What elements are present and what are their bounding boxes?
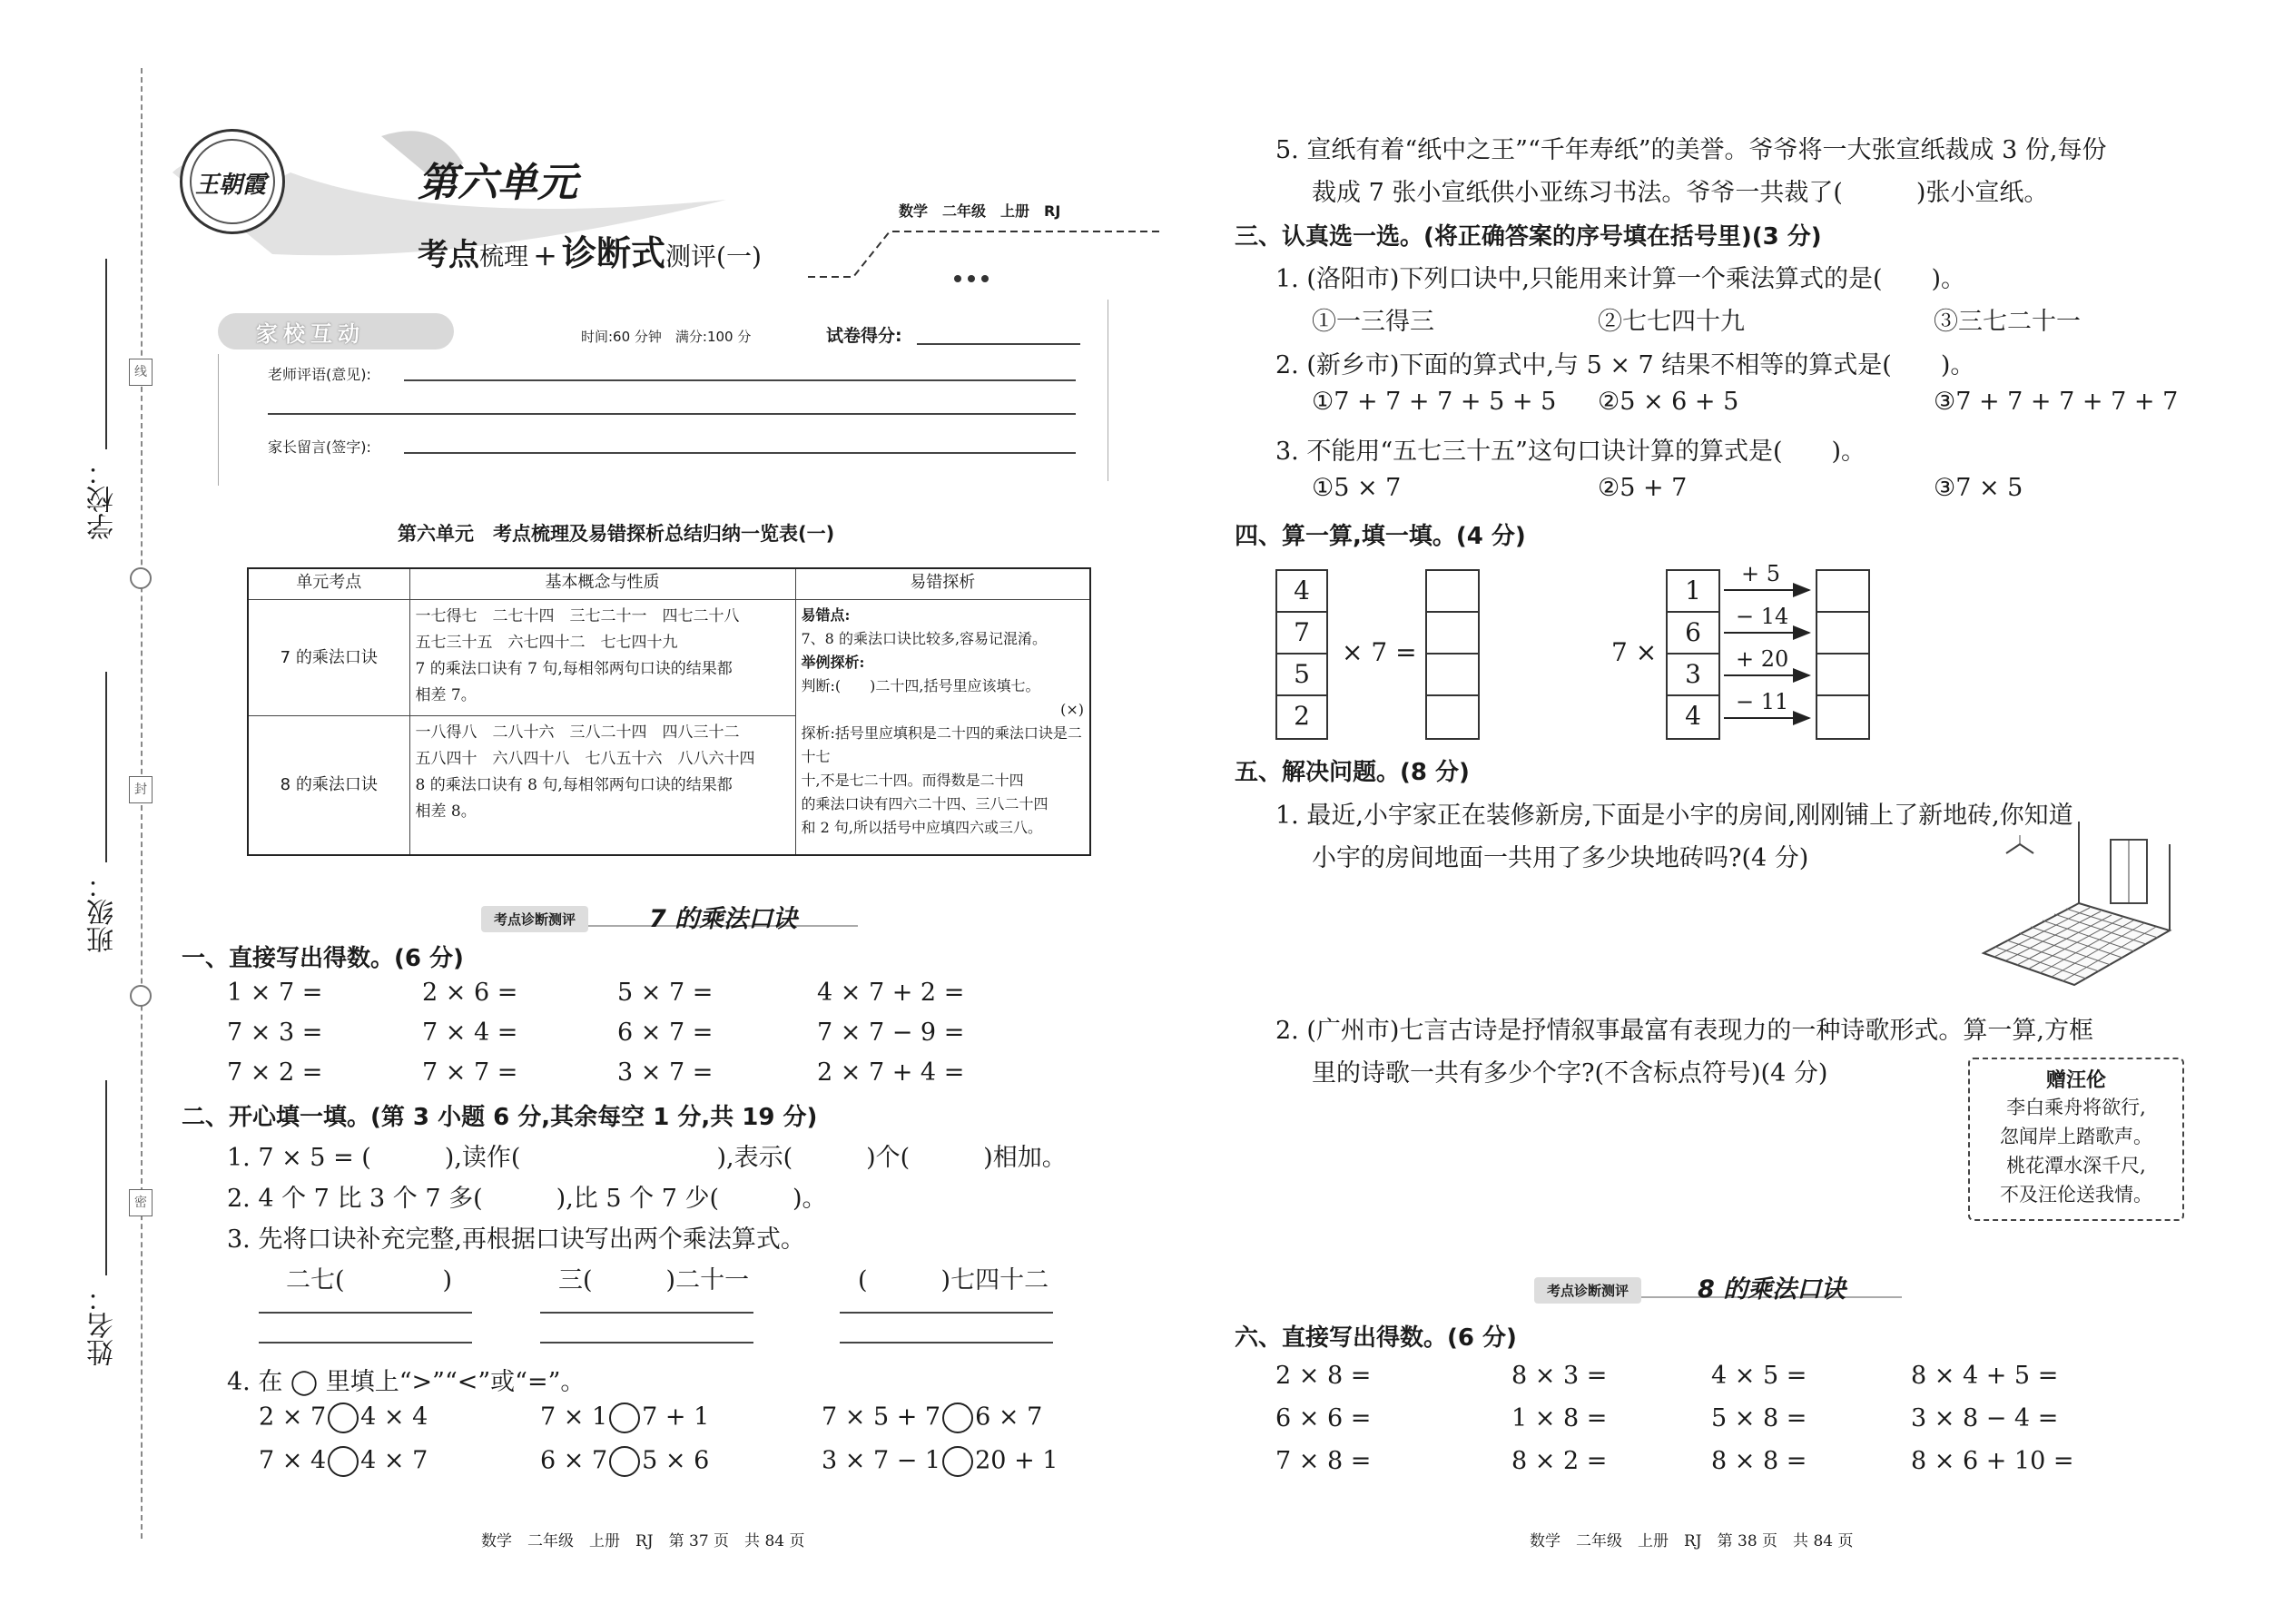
summary-topic-8: 8 的乘法口诀 (248, 715, 409, 855)
poem-line: 忽闻岸上踏歌声。 (2000, 1126, 2152, 1147)
teacher-field-1[interactable] (404, 379, 1076, 381)
q3-option[interactable]: ②5 × 6 + 5 (1598, 388, 1739, 416)
q5-problem-2b: 里的诗歌一共有多少个字?(不含标点符号)(4 分) (1312, 1059, 1828, 1088)
q1-item: 7 × 2 = (227, 1058, 323, 1087)
answer-line[interactable] (840, 1342, 1053, 1343)
q6-heading: 六、直接写出得数。(6 分) (1235, 1324, 1517, 1352)
concept-line: 一七得七 二七十四 三七二十一 四七二十八 (415, 606, 740, 625)
q4-answer-cell[interactable] (1427, 696, 1478, 738)
compare-left: 7 × 1 (540, 1403, 608, 1432)
compare-item (540, 1446, 709, 1477)
answer-line[interactable] (540, 1312, 753, 1314)
q3-option[interactable]: ①7 + 7 + 7 + 5 + 5 (1312, 388, 1557, 416)
school-label: 学校： (87, 458, 119, 540)
concept-line: 五八四十 六八四十八 七八五十六 八八六十四 (415, 749, 755, 768)
compare-left: 6 × 7 (540, 1446, 608, 1475)
q4-answer-cell[interactable] (1817, 613, 1868, 655)
summary-header-topic: 单元考点 (248, 568, 409, 599)
header-meta: 数学 二年级 上册 RJ (899, 202, 1061, 220)
q1-item: 1 × 7 = (227, 979, 323, 1007)
error-line: (×) (1060, 700, 1084, 718)
compare-item (540, 1403, 709, 1433)
q4-left-cell: 4 (1277, 571, 1326, 613)
compare-right: 4 × 4 (360, 1403, 428, 1432)
compare-right: 7 + 1 (642, 1403, 710, 1432)
q1-item: 4 × 7 + 2 = (817, 979, 965, 1007)
q5-heading: 五、解决问题。(8 分) (1235, 759, 1470, 786)
q6-item: 5 × 8 = (1711, 1404, 1807, 1432)
compare-item (259, 1403, 428, 1433)
compare-item (822, 1403, 1042, 1433)
home-school-badge: 家校互动 (256, 321, 365, 347)
q4-left-input-column (1275, 569, 1328, 740)
q1-item: 7 × 3 = (227, 1019, 323, 1047)
teacher-label: 老师评语(意见): (268, 366, 371, 383)
error-line: 的乘法口诀有四六二十四、三八二十四 (801, 794, 1049, 812)
compare-right: 20 + 1 (975, 1446, 1058, 1475)
time-info: 时间:60 分钟 满分:100 分 (581, 329, 752, 345)
summary-header-errors: 易错探析 (795, 568, 1090, 599)
q4-arrow-label: + 5 (1741, 561, 1781, 586)
error-line: 易错点: (801, 605, 851, 624)
q4-right-cell: 1 (1668, 571, 1718, 613)
q3-item-1: 1. (洛阳市)下列口诀中,只能用来计算一个乘法算式的是( )。 (1275, 265, 1966, 293)
q4-left-cell: 5 (1277, 655, 1326, 696)
q4-right-cell: 4 (1685, 701, 1701, 731)
answer-line[interactable] (259, 1342, 472, 1343)
q3-option[interactable]: ②5 + 7 (1598, 474, 1688, 502)
subtitle-plus: + (533, 238, 557, 272)
subtitle-part-a: 考点 (418, 237, 479, 273)
q6-item: 4 × 5 = (1711, 1362, 1807, 1390)
poem-title: 赠汪伦 (2045, 1069, 2106, 1092)
summary-header-concepts: 基本概念与性质 (409, 568, 795, 599)
room-floor-illustration (1974, 817, 2183, 999)
class-field[interactable] (105, 672, 107, 862)
answer-line[interactable] (259, 1312, 472, 1314)
q4-right-input-column (1666, 569, 1720, 740)
compare-right: 4 × 7 (360, 1446, 428, 1475)
q3-option[interactable]: ③三七二十一 (1934, 308, 2081, 336)
q6-item: 7 × 8 = (1275, 1447, 1372, 1475)
q4-right-cell: 6 (1668, 613, 1718, 655)
concept-line: 相差 7。 (415, 685, 477, 704)
section8-tag: 考点诊断测评 (1534, 1277, 1641, 1304)
footer-right: 数学 二年级 上册 RJ 第 38 页 共 84 页 (1530, 1532, 1854, 1550)
q4-left-cell: 7 (1277, 613, 1326, 655)
summary-errors (795, 599, 1090, 855)
compare-circle[interactable] (328, 1403, 359, 1433)
q4-right-answer-column (1816, 569, 1870, 740)
error-line: 举例探析: (801, 653, 865, 671)
logo-text: 王朝霞 (195, 172, 267, 199)
q2-formula-3: ( )七四十二 (858, 1266, 1049, 1294)
error-line: 判断:( )二十四,括号里应该填七。 (801, 676, 1040, 694)
q3-option[interactable]: ③7 × 5 (1934, 474, 2023, 502)
q1-item: 3 × 7 = (617, 1058, 714, 1087)
score-label: 试卷得分: (826, 326, 902, 346)
q5-problem-2a: 2. (广州市)七言古诗是抒情叙事最富有表现力的一种诗歌形式。算一算,方框 (1275, 1017, 2093, 1045)
section8-title: 8 的乘法口诀 (1698, 1275, 1846, 1304)
header-subtitle (418, 225, 762, 275)
concept-line: 7 的乘法口诀有 7 句,每相邻两句口诀的结果都 (415, 659, 733, 678)
summary-table (247, 567, 1091, 856)
binding-hole-2 (130, 985, 152, 1007)
answer-line[interactable] (540, 1342, 753, 1343)
summary-topic-7: 7 的乘法口诀 (248, 599, 409, 715)
q1-item: 6 × 7 = (617, 1019, 714, 1047)
concept-line: 8 的乘法口诀有 8 句,每相邻两句口诀的结果都 (415, 775, 733, 794)
q6-item: 6 × 6 = (1275, 1404, 1372, 1432)
poem-line: 桃花潭水深千尺, (2006, 1155, 2146, 1176)
subtitle-part-d: 测评(一) (665, 241, 762, 271)
q4-op-left: × 7 = (1342, 637, 1417, 667)
q6-item: 3 × 8 − 4 = (1911, 1404, 2059, 1432)
q3-option[interactable]: ②七七四十九 (1598, 308, 1745, 336)
q4-arrow-label: − 14 (1736, 604, 1789, 629)
logo-seal (180, 129, 285, 234)
binding-dashed-line (141, 68, 143, 1539)
poem-box (1968, 1058, 2184, 1221)
q1-item: 5 × 7 = (617, 979, 714, 1007)
q3-item-2: 2. (新乡市)下面的算式中,与 5 × 7 结果不相等的算式是( )。 (1275, 351, 1975, 379)
concept-line: 五七三十五 六七四十二 七七四十九 (415, 633, 678, 652)
compare-left: 3 × 7 − 1 (822, 1446, 941, 1475)
q3-option[interactable]: ③7 + 7 + 7 + 7 + 7 (1934, 388, 2179, 416)
concept-line: 相差 8。 (415, 802, 477, 821)
school-field[interactable] (105, 259, 107, 449)
compare-circle[interactable] (328, 1446, 359, 1477)
q2-heading: 二、开心填一填。(第 3 小题 6 分,其余每空 1 分,共 19 分) (182, 1104, 818, 1131)
q2-line-2: 2. 4 个 7 比 3 个 7 多( ),比 5 个 7 少( )。 (227, 1185, 827, 1213)
q1-item: 2 × 7 + 4 = (817, 1058, 965, 1087)
q4-answer-cell[interactable] (1817, 655, 1868, 696)
margin-char-2: 封 (129, 776, 153, 803)
q2-line-1: 1. 7 × 5 = ( ),读作( ),表示( )个( )相加。 (227, 1144, 1067, 1172)
name-field[interactable] (105, 1080, 107, 1275)
subtitle-part-c: 诊断式 (562, 232, 666, 273)
poem-line: 不及汪伦送我情。 (2000, 1184, 2152, 1206)
compare-item (822, 1446, 1058, 1477)
q1-item: 7 × 4 = (422, 1019, 518, 1047)
error-line: 和 2 句,所以括号中应填四六或三八。 (801, 818, 1042, 836)
q2-line-4: 4. 在 ◯ 里填上“>”“<”或“=”。 (227, 1368, 586, 1396)
error-line: 十,不是七二十四。而得数是二十四 (801, 771, 1024, 789)
q1-heading: 一、直接写出得数。(6 分) (182, 945, 464, 972)
section7-title: 7 的乘法口诀 (649, 905, 798, 933)
badge-vline (218, 354, 219, 486)
q6-item: 8 × 4 + 5 = (1911, 1362, 2059, 1390)
q4-answer-cell[interactable] (1427, 655, 1478, 696)
margin-char-3: 密 (129, 1189, 153, 1216)
concept-line: 一八得八 二八十六 三八二十四 四八三十二 (415, 723, 740, 742)
summary-title: 第六单元 考点梳理及易错探析总结归纳一览表(一) (398, 523, 835, 545)
q6-item: 8 × 2 = (1511, 1447, 1608, 1475)
q4-answer-cell[interactable] (1427, 571, 1478, 613)
q5-line-2: 裁成 7 张小宣纸供小亚练习书法。爷爷一共裁了( )张小宣纸。 (1312, 179, 2049, 207)
q6-item: 8 × 3 = (1511, 1362, 1608, 1390)
compare-circle[interactable] (609, 1403, 640, 1433)
section7-tag: 考点诊断测评 (481, 906, 588, 932)
q5-line-1: 5. 宣纸有着“纸中之王”“千年寿纸”的美誉。爷爷将一大张宣纸裁成 3 份,每份 (1275, 136, 2107, 164)
q4-left-cell: 2 (1294, 701, 1310, 731)
q2-formula-2: 三( )二十一 (558, 1266, 750, 1294)
q4-arrow-label: + 20 (1736, 646, 1789, 672)
compare-circle[interactable] (942, 1446, 973, 1477)
q6-item: 8 × 6 + 10 = (1911, 1447, 2074, 1475)
q4-right-cell: 3 (1668, 655, 1718, 696)
score-field[interactable] (917, 343, 1080, 345)
q2-line-3: 3. 先将口诀补充完整,再根据口诀写出两个乘法算式。 (227, 1225, 805, 1254)
q4-answer-cell[interactable] (1427, 613, 1478, 655)
q4-heading: 四、算一算,填一填。(4 分) (1235, 523, 1526, 550)
compare-right: 6 × 7 (975, 1403, 1043, 1432)
q3-option[interactable]: ①一三得三 (1312, 308, 1434, 336)
error-line: 探析:括号里应填积是二十四的乘法口诀是二十七 (801, 723, 1082, 765)
q6-item: 2 × 8 = (1275, 1362, 1372, 1390)
q3-option[interactable]: ①5 × 7 (1312, 474, 1402, 502)
q3-item-3: 3. 不能用“五七三十五”这句口诀计算的算式是( )。 (1275, 438, 1866, 466)
teacher-field-2[interactable] (268, 413, 1076, 415)
q3-heading: 三、认真选一选。(将正确答案的序号填在括号里)(3 分) (1235, 223, 1822, 251)
q1-item: 2 × 6 = (422, 979, 518, 1007)
name-label: 姓名： (87, 1284, 119, 1366)
q1-item: 7 × 7 = (422, 1058, 518, 1087)
parent-field[interactable] (404, 452, 1076, 454)
q4-answer-cell[interactable] (1817, 571, 1868, 613)
summary-concepts-8 (409, 715, 795, 855)
class-label: 班级： (87, 871, 119, 953)
compare-left: 7 × 4 (259, 1446, 327, 1475)
q6-item: 1 × 8 = (1511, 1404, 1608, 1432)
q5-problem-1a: 1. 最近,小宇家正在装修新房,下面是小宇的房间,刚刚铺上了新地砖,你知道 (1275, 802, 2073, 830)
compare-right: 5 × 6 (642, 1446, 710, 1475)
q2-formula-1: 二七( ) (286, 1266, 453, 1294)
footer-left: 数学 二年级 上册 RJ 第 37 页 共 84 页 (481, 1532, 805, 1550)
q4-arrow-label: − 11 (1736, 689, 1789, 714)
answer-line[interactable] (840, 1312, 1053, 1314)
margin-char-1: 线 (129, 359, 153, 386)
q4-answer-cell[interactable] (1817, 696, 1868, 738)
compare-circle[interactable] (942, 1403, 973, 1433)
parent-label: 家长留言(签字): (268, 438, 371, 456)
unit-title: 第六单元 (418, 160, 577, 206)
q1-item: 7 × 7 − 9 = (817, 1019, 965, 1047)
binding-hole-1 (130, 567, 152, 589)
subtitle-part-b: 梳理 (479, 243, 528, 271)
compare-circle[interactable] (609, 1446, 640, 1477)
compare-item (259, 1446, 428, 1477)
poem-line: 李白乘舟将欲行, (2006, 1097, 2146, 1118)
q5-problem-1b: 小宇的房间地面一共用了多少块地砖吗?(4 分) (1312, 844, 1809, 872)
error-line: 7、8 的乘法口诀比较多,容易记混淆。 (801, 629, 1048, 647)
compare-left: 2 × 7 (259, 1403, 327, 1432)
compare-left: 7 × 5 + 7 (822, 1403, 941, 1432)
summary-concepts-7 (409, 599, 795, 715)
q4-left-answer-column (1425, 569, 1480, 740)
q6-item: 8 × 8 = (1711, 1447, 1807, 1475)
q4-op-right: 7 × (1611, 637, 1658, 667)
